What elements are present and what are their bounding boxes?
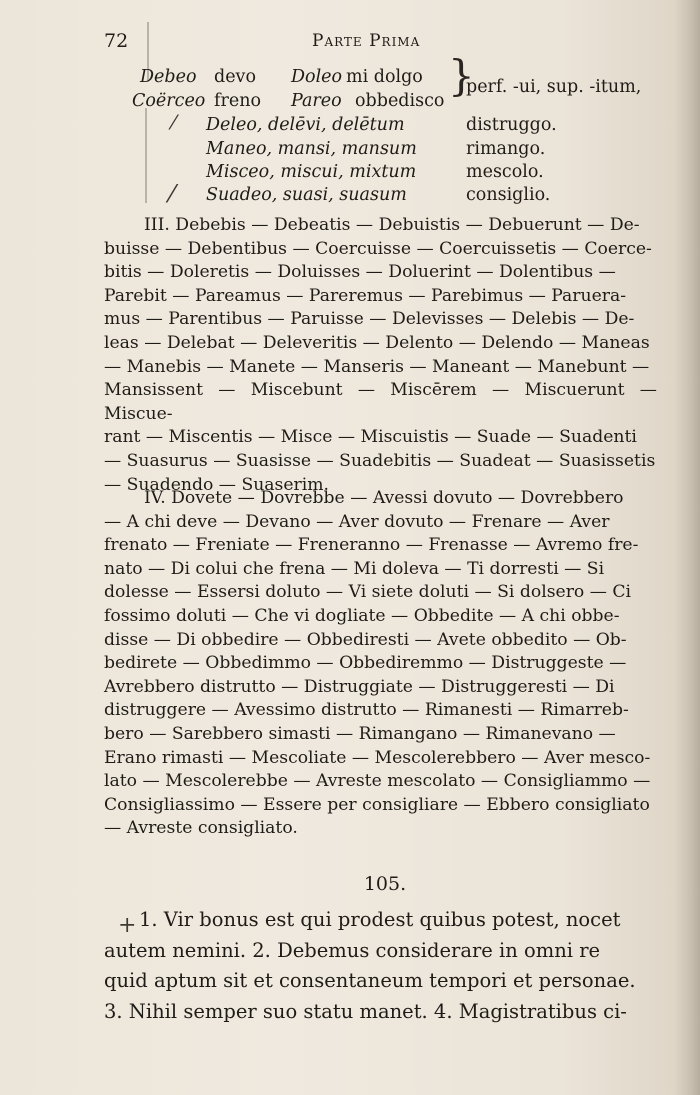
verb-latin: Pareo — [291, 91, 342, 111]
section-iv-paragraph — [104, 487, 657, 841]
text-line: — Suasurus — Suasisse — Suadebitis — Suadeat — Suasissetis — [104, 450, 656, 471]
text-line: bitis — Doleretis — Doluisses — Doluerint — Dolentibus — — [104, 262, 616, 283]
verb-italian: devo — [214, 67, 256, 87]
verb-forms: Deleo, delēvi, delētum — [206, 115, 405, 135]
text-line: 3. Nihil semper suo statu manet. 4. Magistratibus ci- — [104, 999, 627, 1023]
pencil-check-mark: ⁄ — [170, 180, 175, 208]
pencil-margin-line — [145, 108, 147, 203]
text-line: dolesse — Essersi doluto — Vi siete doluti — Si dolsero — Ci — [104, 582, 632, 603]
verb-latin: Coërceo — [132, 91, 206, 111]
verb-meaning: distruggo. — [466, 115, 557, 135]
text-line: buisse — Debentibus — Coercuisse — Coercuissetis — Coerce- — [104, 238, 652, 259]
verb-latin: Debeo — [140, 67, 197, 87]
text-line: disse — Di obbedire — Obbediresti — Avete obbedito — Ob- — [104, 629, 627, 650]
pencil-cross-mark: + — [118, 913, 137, 938]
text-line: IV. Dovete — Dovrebbe — Avessi dovuto — Dovrebbero — [144, 488, 624, 508]
text-line: III. Debebis — Debeatis — Debuistis — Debuerunt — De- — [144, 215, 640, 235]
exercise-paragraph — [104, 905, 658, 1027]
text-line: Mansissent — Miscebunt — Miscērem — Miscuerunt — Miscue- — [104, 380, 657, 424]
text-line: distruggere — Avessimo distrutto — Rimanesti — Rimarreb- — [104, 700, 629, 721]
verb-forms: Suadeo, suasi, suasum — [206, 185, 407, 205]
text-line: rant — Miscentis — Misce — Miscuistis — Suade — Suadenti — [104, 427, 637, 448]
page-number: 72 — [104, 30, 129, 52]
text-line: Avrebbero distrutto — Distruggiate — Distruggeresti — Di — [104, 676, 615, 697]
text-line: — Suadendo — Suaserim. — [104, 474, 330, 495]
text-line: — A chi deve — Devano — Aver dovuto — Frenare — Aver — [104, 511, 610, 532]
text-line: lato — Mescolerebbe — Avreste mescolato — Consigliammo — — [104, 771, 651, 792]
page-edge-shadow — [674, 0, 700, 1095]
verb-forms: Maneo, mansi, mansum — [206, 139, 417, 159]
text-line: autem nemini. 2. Debemus considerare in omni re — [104, 938, 601, 962]
text-line: Erano rimasti — Mescoliate — Mescolerebbero — Aver mesco- — [104, 747, 651, 768]
text-line: Consigliassimo — Essere per consigliare — Ebbero consigliato — [104, 794, 650, 815]
section-iii-paragraph — [104, 214, 657, 497]
text-line: Parebit — Pareamus — Pareremus — Parebimus — Paruera- — [104, 285, 627, 306]
verb-latin: Doleo — [291, 67, 343, 87]
verb-meaning: mescolo. — [466, 162, 544, 182]
verb-forms: Misceo, miscui, mixtum — [206, 162, 417, 182]
text-line: nato — Di colui che frena — Mi doleva — Ti dorresti — Si — [104, 558, 605, 579]
text-line: — Avreste consigliato. — [104, 818, 298, 839]
verb-italian: freno — [214, 91, 262, 111]
text-line: fossimo doluti — Che vi dogliate — Obbedite — A chi obbe- — [104, 605, 620, 626]
text-line: — Manebis — Manete — Manseris — Maneant — Manebunt — — [104, 356, 650, 377]
verb-italian: obbedisco — [355, 91, 445, 111]
running-title: Parte Prima — [312, 31, 421, 51]
text-line: mus — Parentibus — Paruisse — Delevisses — Delebis — De- — [104, 309, 635, 330]
text-line: 1. Vir bonus est qui prodest quibus potest, nocet — [139, 908, 621, 931]
brace-symbol: } — [448, 51, 475, 100]
running-header — [104, 30, 664, 56]
text-line: frenato — Freniate — Freneranno — Frenasse — Avremo fre- — [104, 535, 639, 556]
text-line: bero — Sarebbero simasti — Rimangano — Rimanevano — — [104, 723, 616, 744]
verb-italian: mi dolgo — [346, 67, 423, 87]
text-line: quid aptum sit et consentaneum tempori et personae. — [104, 969, 636, 992]
exercise-number: 105. — [363, 873, 407, 895]
verb-meaning: consiglio. — [466, 185, 551, 205]
brace-note: perf. -ui, sup. -itum, — [466, 77, 642, 97]
text-line: leas — Delebat — Deleveritis — Delento — Delendo — Maneas — [104, 332, 650, 353]
pencil-check-mark: ⁄ — [172, 110, 176, 134]
text-line: bedirete — Obbedimmo — Obbediremmo — Distruggeste — — [104, 653, 627, 674]
verb-meaning: rimango. — [466, 139, 546, 159]
